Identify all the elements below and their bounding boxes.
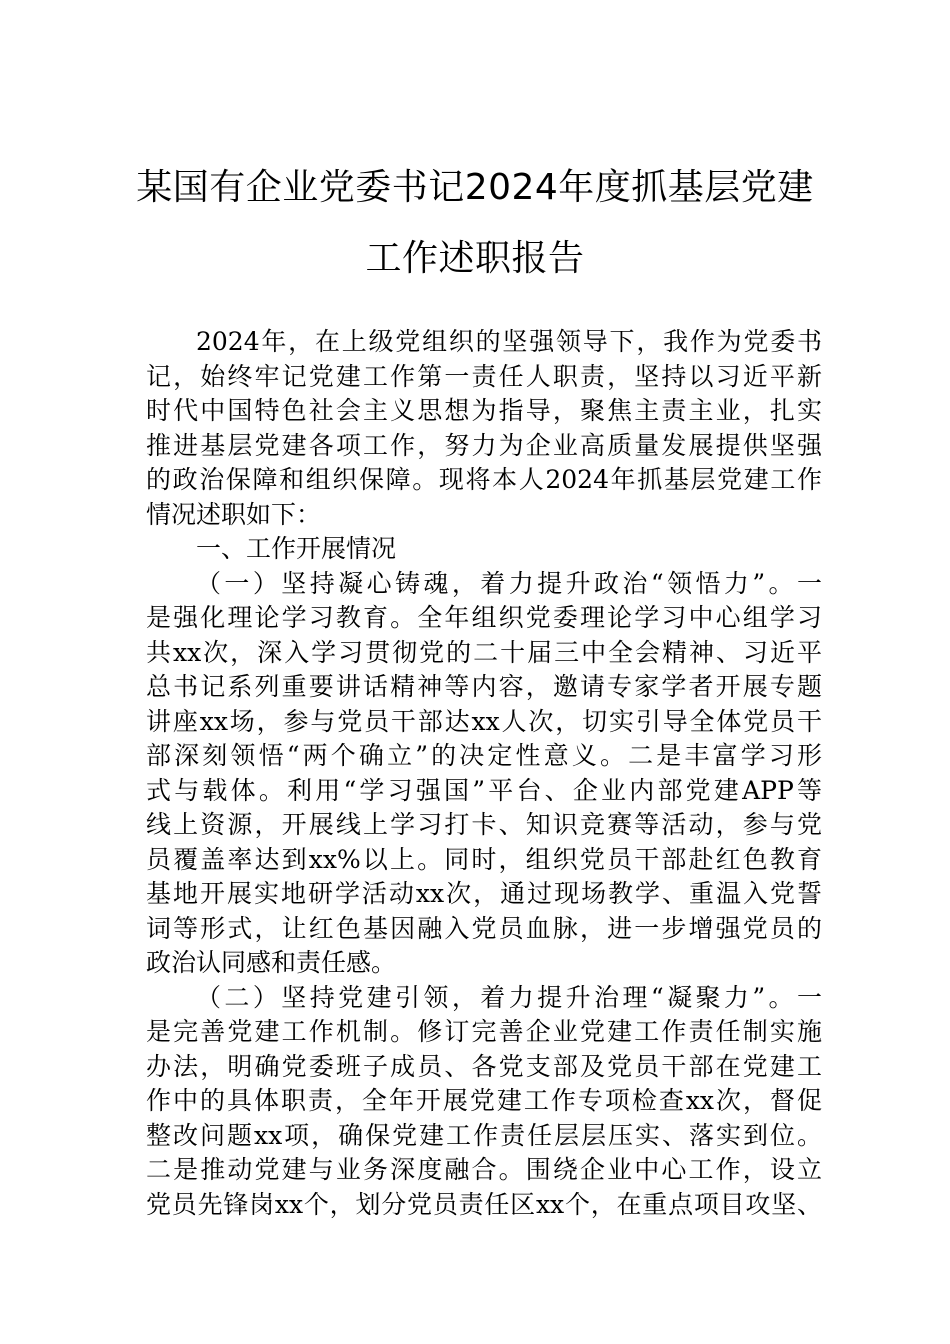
body-line: （一）坚持凝心铸魂，着力提升政治“领悟力”。一 (196, 568, 822, 598)
body-line: 作中的具体职责，全年开展党建工作专项检查xx次，督促 (146, 1086, 822, 1115)
document-title-line-1: 某国有企业党委书记2024年度抓基层党建 (136, 167, 814, 208)
body-line: 线上资源，开展线上学习打卡、知识竞赛等活动，参与党 (146, 810, 822, 839)
body-line: 推进基层党建各项工作，努力为企业高质量发展提供坚强 (146, 430, 822, 460)
body-line: 员覆盖率达到xx%以上。同时，组织党员干部赴红色教育 (146, 844, 822, 874)
body-line: （二）坚持党建引领，着力提升治理“凝聚力”。一 (196, 982, 822, 1012)
body-line: 2024年，在上级党组织的坚强领导下，我作为党委书 (196, 327, 822, 356)
body-line: 式与载体。利用“学习强国”平台、企业内部党建APP等 (146, 775, 822, 805)
body-line: 办法，明确党委班子成员、各党支部及党员干部在党建工 (146, 1051, 822, 1081)
body-line: 记，始终牢记党建工作第一责任人职责，坚持以习近平新 (146, 361, 822, 391)
body-line: 二是推动党建与业务深度融合。围绕企业中心工作，设立 (146, 1155, 822, 1184)
body-line: 一、工作开展情况 (196, 534, 397, 563)
body-line: 基地开展实地研学活动xx次，通过现场教学、重温入党誓 (146, 879, 822, 908)
body-line: 政治认同感和责任感。 (146, 948, 397, 977)
body-line: 共xx次，深入学习贯彻党的二十届三中全会精神、习近平 (146, 637, 822, 667)
body-line: 总书记系列重要讲话精神等内容，邀请专家学者开展专题 (146, 672, 822, 701)
document-body (146, 325, 822, 1222)
body-line: 词等形式，让红色基因融入党员血脉，进一步增强党员的 (146, 913, 822, 943)
body-line: 部深刻领悟“两个确立”的决定性意义。二是丰富学习形 (146, 741, 822, 770)
body-line: 讲座xx场，参与党员干部达xx人次，切实引导全体党员干 (146, 706, 822, 736)
body-line: 的政治保障和组织保障。现将本人2024年抓基层党建工作 (146, 465, 822, 494)
body-line: 是完善党建工作机制。修订完善企业党建工作责任制实施 (146, 1017, 822, 1046)
body-line: 党员先锋岗xx个，划分党员责任区xx个，在重点项目攻坚、 (146, 1189, 822, 1219)
body-line: 是强化理论学习教育。全年组织党委理论学习中心组学习 (146, 603, 822, 632)
body-line: 时代中国特色社会主义思想为指导，聚焦主责主业，扎实 (146, 396, 822, 425)
document-title-line-2: 工作述职报告 (365, 238, 585, 279)
body-line: 情况述职如下： (146, 499, 322, 529)
body-line: 整改问题xx项，确保党建工作责任层层压实、落实到位。 (146, 1120, 822, 1150)
